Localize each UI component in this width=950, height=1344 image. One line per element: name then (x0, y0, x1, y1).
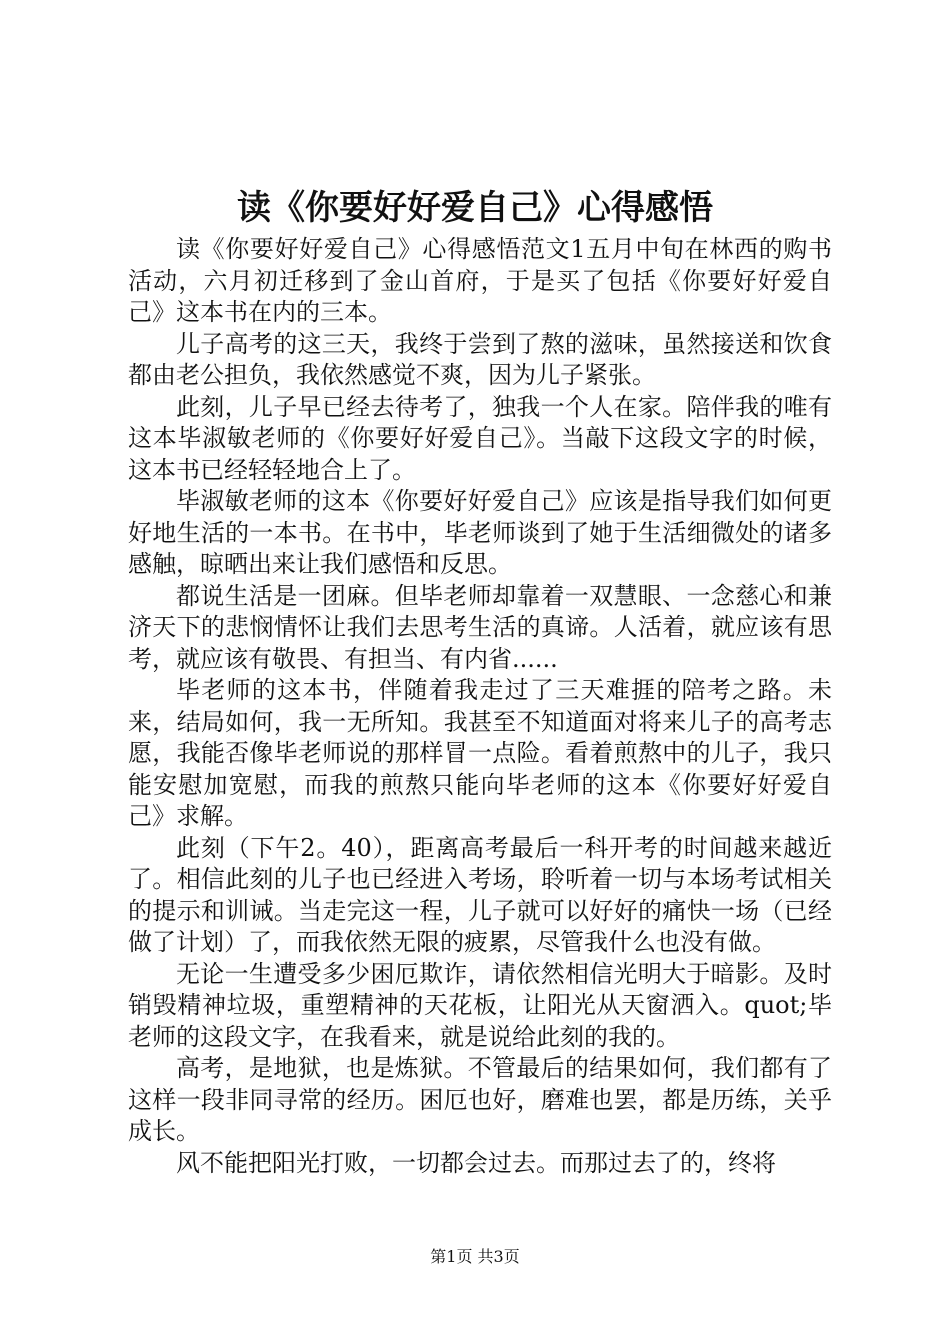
document-title: 读《你要好好爱自己》心得感悟 (237, 188, 713, 228)
paragraph: 都说生活是一团麻。但毕老师却靠着一双慧眼、一念慈心和兼济天下的悲悯情怀让我们去思考生活的真谛。人活着，就应该有思考，就应该有敬畏、有担当、有内省...... (128, 581, 832, 673)
paragraph: 风不能把阳光打败，一切都会过去。而那过去了的，终将 (176, 1148, 776, 1177)
paragraph: 此刻，儿子早已经去待考了，独我一个人在家。陪伴我的唯有这本毕淑敏老师的《你要好好爱自己》。当敲下这段文字的时候，这本书已经轻轻地合上了。 (128, 392, 832, 484)
document-body (128, 234, 832, 1179)
paragraph: 毕淑敏老师的这本《你要好好爱自己》应该是指导我们如何更好地生活的一本书。在书中，毕老师谈到了她于生活细微处的诸多感触，晾晒出来让我们感悟和反思。 (128, 487, 832, 578)
paragraph: 儿子高考的这三天，我终于尝到了熬的滋味，虽然接送和饮食都由老公担负，我依然感觉不爽，因为儿子紧张。 (128, 329, 832, 389)
paragraph: 毕老师的这本书，伴随着我走过了三天难捱的陪考之路。未来，结局如何，我一无所知。我甚至不知道面对将来儿子的高考志愿，我能否像毕老师说的那样冒一点险。看着煎熬中的儿子，我只能安慰加宽慰，而我的煎熬只能向毕老师的这本《你要好好爱自己》求解。 (128, 676, 832, 830)
paragraph: 无论一生遭受多少困厄欺诈，请依然相信光明大于暗影。及时销毁精神垃圾，重塑精神的天花板，让阳光从天窗洒入。quot;毕老师的这段文字，在我看来，就是说给此刻的我的。 (128, 959, 832, 1051)
paragraph: 读《你要好好爱自己》心得感悟范文1五月中旬在林西的购书活动，六月初迁移到了金山首府，于是买了包括《你要好好爱自己》这本书在内的三本。 (128, 235, 832, 326)
paragraph: 高考，是地狱，也是炼狱。不管最后的结果如何，我们都有了这样一段非同寻常的经历。困厄也好，磨难也罢，都是历练，关乎成长。 (128, 1054, 832, 1145)
paragraph: 此刻（下午2。40），距离高考最后一科开考的时间越来越近了。相信此刻的儿子也已经进入考场，聆听着一切与本场考试相关的提示和训诫。当走完这一程，儿子就可以好好的痛快一场（已经做了计划）了，而我依然无限的疲累，尽管我什么也没有做。 (128, 833, 832, 956)
page-footer: 第1页 共3页 (430, 1247, 520, 1266)
